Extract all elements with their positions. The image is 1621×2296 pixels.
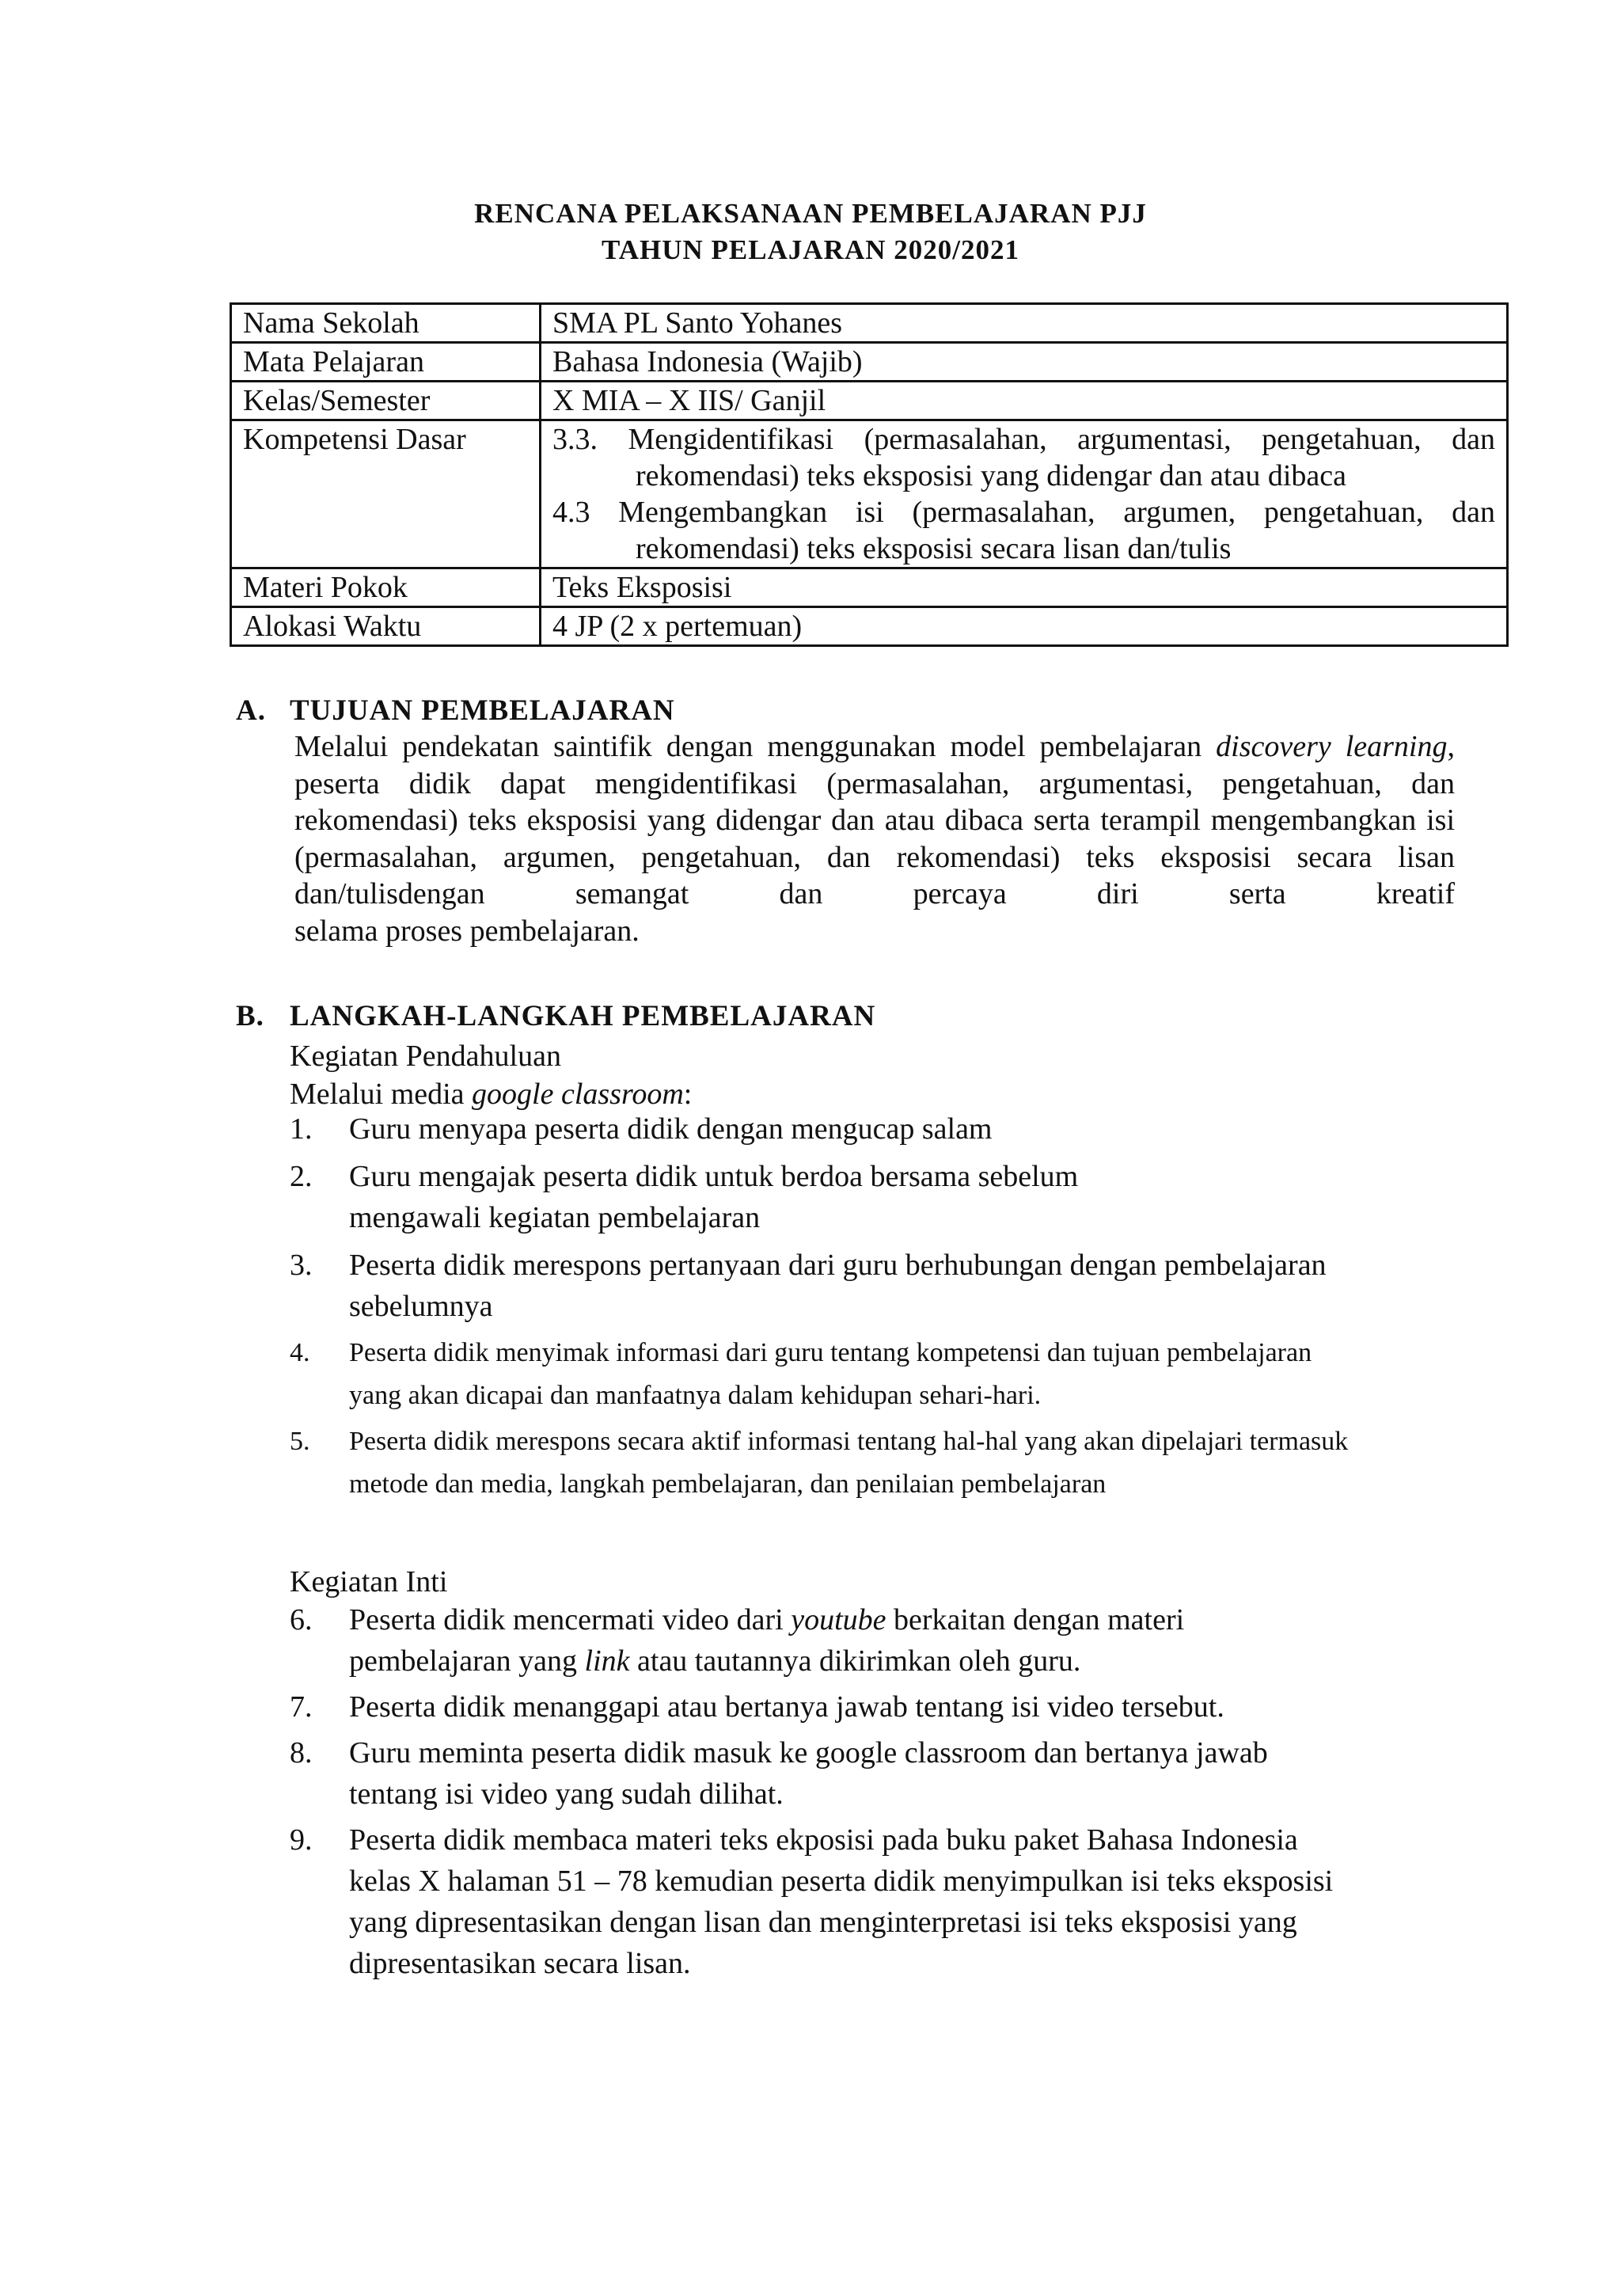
row-label: Mata Pelajaran <box>231 343 541 382</box>
table-row <box>231 420 1508 568</box>
paragraph-text: , peserta didik dapat mengidentifikasi (permasalahan, argumentasi, pengetahuan, dan rekomendasi) teks eksposisi yang didengar dan atau dibaca serta terampil mengembangkan isi (permasalahan, argumen, pengetahuan, dan rekomendasi) teks eksposisi secara lisan dan/tulisdengan semangat dan percaya diri serta kreatif <box>294 730 1455 910</box>
row-value: 4 JP (2 x pertemuan) <box>541 607 1508 646</box>
media-suffix: : <box>683 1078 693 1111</box>
subheading-pendahuluan: Kegiatan Pendahuluan <box>290 1040 561 1073</box>
inti-list <box>290 1599 1429 1984</box>
table-row <box>231 343 1508 382</box>
item-text-part: Peserta didik mencermati video dari <box>349 1603 792 1636</box>
list-item <box>290 1332 1429 1417</box>
item-italic: youtube <box>791 1603 886 1636</box>
row-label: Kompetensi Dasar <box>231 420 541 568</box>
row-label: Alokasi Waktu <box>231 607 541 646</box>
item-number: 1. <box>290 1112 313 1146</box>
table-row <box>231 304 1508 343</box>
kd-item: 4.3 Mengembangkan isi (permasalahan, argumen, pengetahuan, dan rekomendasi) teks eksposisi secara lisan dan/tulis <box>552 496 1495 565</box>
list-item <box>290 1686 1429 1728</box>
row-label: Kelas/Semester <box>231 382 541 420</box>
item-number: 7. <box>290 1690 313 1724</box>
row-label: Nama Sekolah <box>231 304 541 343</box>
list-item <box>290 1819 1398 1984</box>
item-number: 6. <box>290 1603 313 1636</box>
row-value: Bahasa Indonesia (Wajib) <box>541 343 1508 382</box>
subheading-inti: Kegiatan Inti <box>290 1565 448 1598</box>
table-row <box>231 607 1508 646</box>
info-table <box>230 302 1509 647</box>
section-a-heading <box>236 694 675 728</box>
item-number: 5. <box>290 1427 310 1456</box>
item-number: 2. <box>290 1160 313 1193</box>
row-value <box>541 420 1508 568</box>
item-text: Peserta didik menyimak informasi dari guru tentang kompetensi dan tujuan pembelajaran yang akan dicapai dan manfaatnya dalam kehidupan sehari-hari. <box>349 1338 1312 1410</box>
list-item <box>290 1108 1303 1150</box>
paragraph-italic: discovery learning <box>1216 730 1448 763</box>
list-item <box>290 1420 1429 1506</box>
media-italic: google classroom <box>472 1078 684 1111</box>
pendahuluan-list <box>290 1108 1429 1506</box>
paragraph-last-line: selama proses pembelajaran. <box>294 914 640 948</box>
item-text-part: atau tautannya dikirimkan oleh guru. <box>629 1644 1081 1678</box>
document-subtitle: TAHUN PELAJARAN 2020/2021 <box>602 234 1019 265</box>
table-row <box>231 568 1508 607</box>
item-text: Peserta didik membaca materi teks ekposisi pada buku paket Bahasa Indonesia kelas X halaman 51 – 78 kemudian peserta didik menyimpulkan isi teks eksposisi yang dipresentasikan dengan lisan dan menginterpretasi isi teks eksposisi yang dipresentasikan secara lisan. <box>349 1823 1334 1980</box>
media-prefix: Melalui media <box>290 1078 473 1111</box>
list-item <box>290 1156 1303 1238</box>
section-b-heading <box>236 999 875 1033</box>
item-italic: link <box>584 1644 630 1678</box>
section-a-paragraph <box>294 728 1455 949</box>
row-value: Teks Eksposisi <box>541 568 1508 607</box>
kd-item: 3.3. Mengidentifikasi (permasalahan, argumentasi, pengetahuan, dan rekomendasi) teks eksposisi yang didengar dan atau dibaca <box>552 423 1495 492</box>
list-item <box>290 1245 1429 1327</box>
item-text-part: berkaitan dengan materi pembelajaran yang <box>349 1603 1185 1678</box>
paragraph-text: Melalui pendekatan saintifik dengan menggunakan model pembelajaran <box>294 730 1217 763</box>
item-text: Peserta didik menanggapi atau bertanya jawab tentang isi video tersebut. <box>349 1690 1224 1724</box>
item-number: 9. <box>290 1823 313 1857</box>
section-title: LANGKAH-LANGKAH PEMBELAJARAN <box>290 1000 876 1032</box>
item-number: 3. <box>290 1249 313 1282</box>
item-number: 8. <box>290 1736 313 1770</box>
list-item <box>290 1732 1271 1815</box>
item-text: Guru meminta peserta didik masuk ke google classroom dan bertanya jawab tentang isi video yang sudah dilihat. <box>349 1736 1268 1811</box>
item-text: Peserta didik merespons pertanyaan dari guru berhubungan dengan pembelajaran sebelumnya <box>349 1249 1327 1323</box>
item-number: 4. <box>290 1338 310 1367</box>
media-line <box>290 1077 692 1112</box>
row-value: SMA PL Santo Yohanes <box>541 304 1508 343</box>
table-row <box>231 382 1508 420</box>
item-text: Guru menyapa peserta didik dengan mengucap salam <box>349 1112 993 1146</box>
section-letter: B. <box>236 1000 264 1032</box>
document-title: RENCANA PELAKSANAAN PEMBELAJARAN PJJ <box>474 198 1147 229</box>
row-label: Materi Pokok <box>231 568 541 607</box>
item-text: Peserta didik merespons secara aktif informasi tentang hal-hal yang akan dipelajari termasuk metode dan media, langkah pembelajaran, dan penilaian pembelajaran <box>349 1427 1349 1499</box>
item-text <box>349 1599 1239 1682</box>
item-text: Guru mengajak peserta didik untuk berdoa bersama sebelum mengawali kegiatan pembelajaran <box>349 1160 1079 1234</box>
section-letter: A. <box>236 694 266 727</box>
row-value: X MIA – X IIS/ Ganjil <box>541 382 1508 420</box>
section-title: TUJUAN PEMBELAJARAN <box>290 694 675 727</box>
list-item <box>290 1599 1239 1682</box>
